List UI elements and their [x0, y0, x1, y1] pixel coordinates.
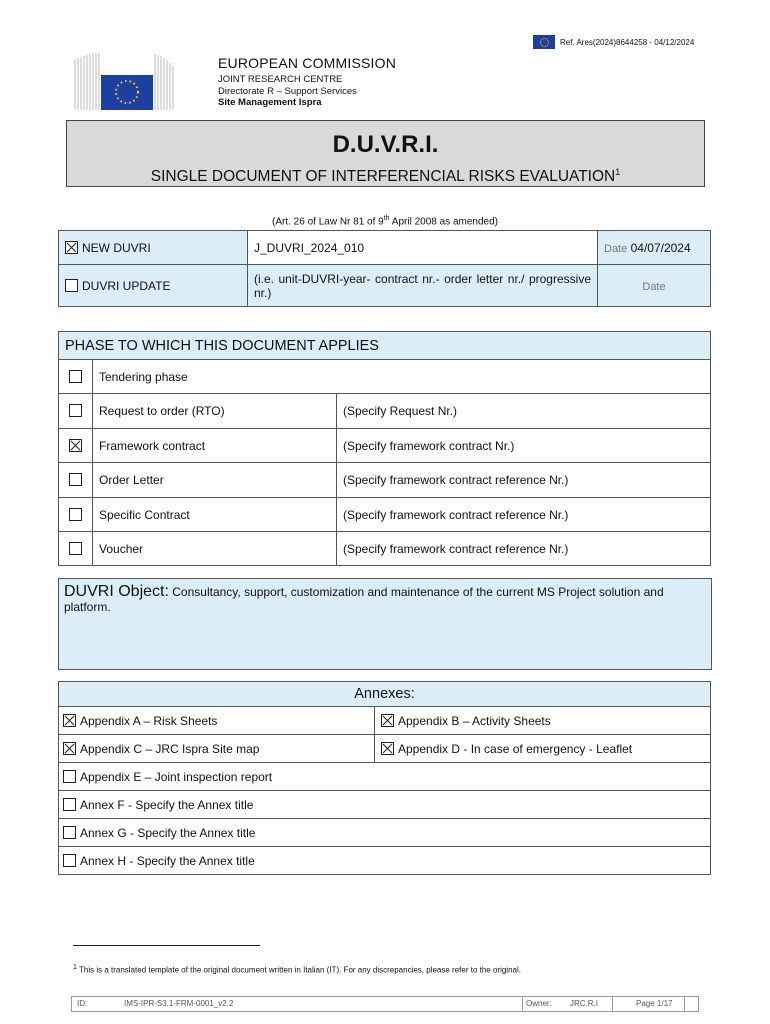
duvri-update-checkbox[interactable]: [65, 279, 78, 292]
phase-spec: (Specify framework contract reference Nr.): [337, 532, 711, 566]
date-cell: Date 04/07/2024: [598, 231, 711, 265]
new-duvri-cell[interactable]: NEW DUVRI: [59, 231, 248, 265]
phase-label: Order Letter: [93, 463, 337, 498]
org-directorate: Directorate R – Support Services: [218, 85, 357, 97]
phase-spec: (Specify framework contract Nr.): [337, 429, 711, 463]
phase-checkbox[interactable]: [69, 439, 82, 452]
phase-checkbox-cell[interactable]: [59, 360, 93, 394]
phase-label: Tendering phase: [93, 360, 711, 394]
phase-checkbox-cell[interactable]: [59, 394, 93, 429]
phase-label: Voucher: [93, 532, 337, 566]
annex-checkbox[interactable]: [63, 742, 76, 755]
phase-label: Framework contract: [93, 429, 337, 463]
phase-label: Request to order (RTO): [93, 394, 337, 429]
footer-id-value: IMS-IPR-S3.1-FRM-0001_v2.2: [124, 999, 234, 1008]
annex-checkbox[interactable]: [63, 854, 76, 867]
duvri-id-table: [58, 230, 711, 307]
footer-owner-value: JRC.R.I: [570, 999, 598, 1008]
phase-checkbox[interactable]: [69, 473, 82, 486]
page-footer: [71, 996, 699, 1012]
date-cell-2: Date: [598, 265, 711, 307]
annex-item[interactable]: Annex F - Specify the Annex title: [59, 791, 711, 819]
org-centre: JOINT RESEARCH CENTRE: [218, 74, 343, 85]
duvri-format-hint: (i.e. unit-DUVRI-year- contract nr.- order letter nr./ progressive nr.): [248, 265, 598, 307]
ares-reference-text: Ref. Ares(2024)8644258 - 04/12/2024: [560, 37, 695, 47]
european-commission-logo: [73, 50, 193, 112]
annex-item[interactable]: Appendix E – Joint inspection report: [59, 763, 711, 791]
org-name: EUROPEAN COMMISSION: [218, 55, 397, 71]
object-text: Consultancy, support, customization and maintenance of the current MS Project solution and platform.: [64, 585, 664, 614]
annex-checkbox[interactable]: [381, 714, 394, 727]
annex-checkbox[interactable]: [63, 798, 76, 811]
annex-item[interactable]: Appendix D - In case of emergency - Leaflet: [375, 735, 711, 763]
duvri-number: J_DUVRI_2024_010: [248, 231, 598, 265]
annex-checkbox[interactable]: [63, 714, 76, 727]
footnote-separator: [73, 945, 260, 946]
eu-flag-icon: [533, 35, 555, 49]
annex-item[interactable]: Annex G - Specify the Annex title: [59, 819, 711, 847]
object-label: DUVRI Object:: [64, 583, 169, 600]
new-duvri-checkbox[interactable]: [65, 241, 78, 254]
phase-checkbox-cell[interactable]: [59, 498, 93, 532]
annex-item[interactable]: Appendix B – Activity Sheets: [375, 707, 711, 735]
organisation-block: [218, 55, 396, 109]
org-site: Site Management Ispra: [218, 97, 322, 108]
phase-checkbox[interactable]: [69, 542, 82, 555]
annex-item[interactable]: Annex H - Specify the Annex title: [59, 847, 711, 875]
duvri-object-box: [58, 578, 712, 670]
phase-checkbox-cell[interactable]: [59, 429, 93, 463]
footer-page-number: Page 1/17: [636, 999, 673, 1008]
footnote: $^1$ This is a translated template of the original document written in Italian (IT). For any discrepancies, please refer to the original.: [73, 964, 521, 975]
annexes-table: [58, 681, 711, 875]
phase-header: PHASE TO WHICH THIS DOCUMENT APPLIES: [59, 332, 711, 360]
phase-spec: (Specify Request Nr.): [337, 394, 711, 429]
phase-checkbox-cell[interactable]: [59, 463, 93, 498]
date-value: 04/07/2024: [630, 240, 691, 255]
phase-checkbox[interactable]: [69, 370, 82, 383]
annex-item[interactable]: Appendix C – JRC Ispra Site map: [59, 735, 375, 763]
phase-spec: (Specify framework contract reference Nr.): [337, 498, 711, 532]
phase-checkbox-cell[interactable]: [59, 532, 93, 566]
ares-reference: [533, 35, 694, 49]
annex-item[interactable]: Appendix A – Risk Sheets: [59, 707, 375, 735]
phase-spec: (Specify framework contract reference Nr.): [337, 463, 711, 498]
footer-id-label: ID:: [77, 999, 88, 1008]
annex-checkbox[interactable]: [381, 742, 394, 755]
annex-checkbox[interactable]: [63, 826, 76, 839]
law-reference-note: (Art. 26 of Law Nr 81 of 9th April 2008 as amended): [272, 215, 498, 228]
phase-label: Specific Contract: [93, 498, 337, 532]
footer-owner-label: Owner:: [526, 999, 552, 1008]
phase-checkbox[interactable]: [69, 508, 82, 521]
document-title-box: [66, 120, 705, 187]
document-subtitle: SINGLE DOCUMENT OF INTERFERENCIAL RISKS EVALUATION$^1$: [150, 167, 621, 186]
phase-table: [58, 331, 711, 566]
annex-checkbox[interactable]: [63, 770, 76, 783]
duvri-update-cell[interactable]: DUVRI UPDATE: [59, 265, 248, 307]
annexes-header: Annexes:: [59, 682, 711, 707]
phase-checkbox[interactable]: [69, 404, 82, 417]
document-title: D.U.V.R.I.: [332, 131, 439, 158]
